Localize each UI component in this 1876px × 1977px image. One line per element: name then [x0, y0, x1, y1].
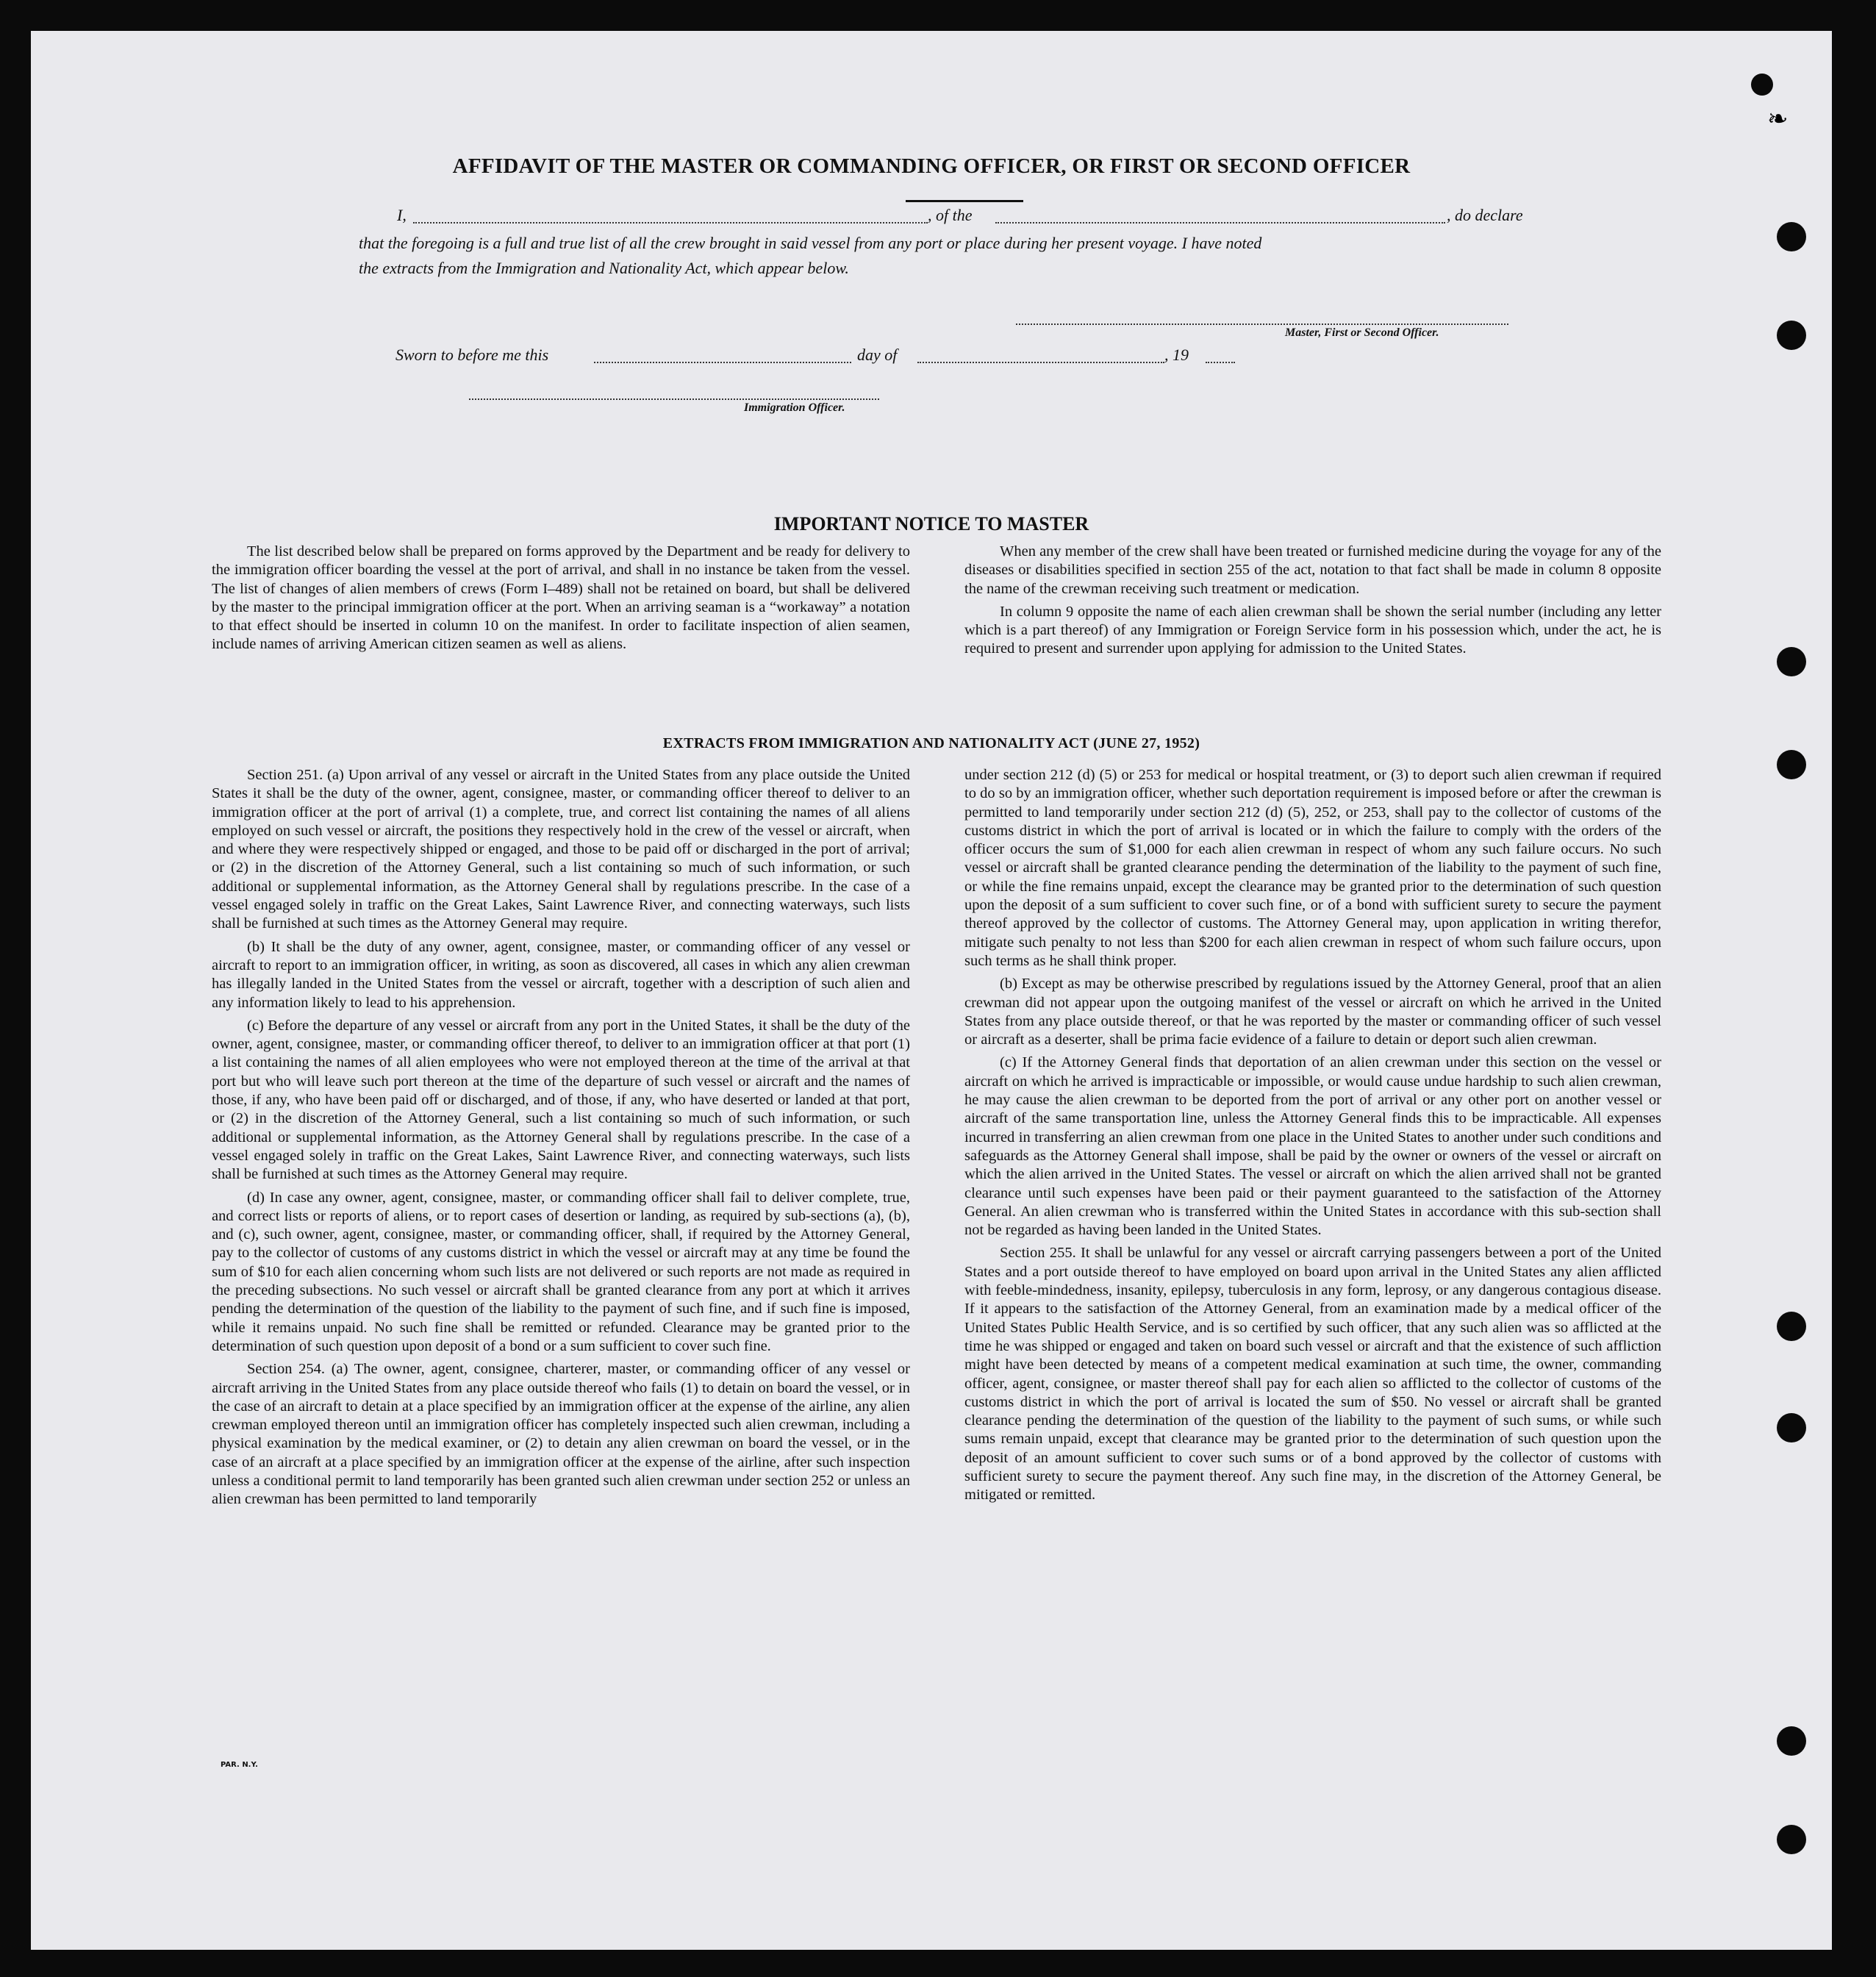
notice-left-column — [212, 543, 910, 659]
year-label: , 19 — [1164, 346, 1189, 364]
punch-hole — [1777, 647, 1806, 676]
notice-paragraph: In column 9 opposite the name of each alien crewman shall be shown the serial number (including any letter which is a part thereof) of any Immigration or Foreign Service form in his possession which, under the act, he is required to present and surrender upon applying for admission to the United States. — [964, 603, 1661, 657]
affidavit-title: AFFIDAVIT OF THE MASTER OR COMMANDING OFFICER, OR FIRST OR SECOND OFFICER — [452, 154, 1411, 178]
of-the-label: , of the — [928, 206, 973, 224]
notice-right-column — [964, 543, 1661, 663]
section-paragraph: Section 255. It shall be unlawful for any vessel or aircraft carrying passengers between a port of the United States and a port outside thereof to have employed on board upon arrival in the United States any alien afflicted with feeble-mindedness, insanity, epilepsy, tuberculosis in any form, leprosy, or any dangerous contagious disease. If it appears to the satisfaction of the Attorney General, from an examination made by a medical officer of the United States Public Health Service, and is so certified by such officer, that any such alien was so afflicted at the time he was shipped or engaged and taken on board such vessel or aircraft and that the existence of such affliction might have been detected by means of a competent medical examination at such time, the owner, commanding officer, agent, consignee, or master thereof shall pay for each alien so afflicted to the collector of customs of the customs district in which the port of arrival is located the sum of $50. No vessel or aircraft shall be granted clearance pending the determination of the question of the liability to the payment of such sums, or while such sums remain unpaid, except that clearance may be granted prior to the determination of such question upon the deposit of an amount sufficient to cover such sums or of a bond approved by the collector of customs with sufficient surety to secure the payment thereof. Any such fine may, in the discretion of the Attorney General, be mitigated or remitted. — [964, 1245, 1661, 1504]
document-page — [31, 31, 1832, 1950]
section-paragraph: (b) It shall be the duty of any owner, agent, consignee, master, or commanding officer of any vessel or aircraft to report to an immigration officer, in writing, as soon as discovered, all cases in which any alien crewman has illegally landed in the United States from the vessel or aircraft, together with a description of such alien and any information likely to lead to his apprehension. — [212, 938, 910, 1011]
extracts-right-column — [964, 766, 1661, 1509]
stain-mark: ❧ — [1767, 104, 1789, 134]
sworn-label: Sworn to before me this — [395, 346, 549, 364]
master-caption: Master, First or Second Officer. — [1285, 326, 1439, 339]
notice-paragraph: When any member of the crew shall have been treated or furnished medicine during the voyage for any of the diseases or disabilities specified in section 255 of the act, notation to that fact shall be made in column 8 opposite the name of the crewman receiving such treatment or medication. — [964, 543, 1661, 597]
title-divider — [906, 200, 1023, 202]
master-signature-line[interactable] — [1016, 323, 1508, 325]
vessel-field[interactable] — [995, 222, 1445, 224]
declaration-line-3: the extracts from the Immigration and Nationality Act, which appear below. — [359, 259, 849, 277]
extracts-left-column — [212, 766, 910, 1514]
sworn-day-field[interactable] — [594, 362, 851, 363]
printer-mark: PAR. N.Y. — [221, 1761, 258, 1769]
punch-hole — [1751, 74, 1773, 96]
notice-paragraph: The list described below shall be prepared on forms approved by the Department and be ready for delivery to the immigration officer boarding the vessel at the port of arrival, and shall in no instance be taken from the vessel. The list of changes of alien members of crews (Form I–489) shall not be retained on board, but shall be delivered by the master to the principal immigration officer at the port. When an arriving seaman is a “workaway” a notation to that effect should be inserted in column 10 on the manifest. In order to facilitate inspection of alien seamen, include names of arriving American citizen seamen as well as aliens. — [212, 543, 910, 653]
declaration-line-2: that the foregoing is a full and true list of all the crew brought in said vessel from any port or place during her present voyage. I have noted — [359, 234, 1262, 252]
section-paragraph: under section 212 (d) (5) or 253 for medical or hospital treatment, or (3) to deport such alien crewman if required to do so by an immigration officer, whether such deportation requirement is imposed before or after the crewman is permitted to land temporarily under section 212 (d) (5), 252, or 253, shall pay to the collector of customs of the customs district in which the port of arrival is located or in which the failure to comply with the orders of the officer occurs the sum of $1,000 for each alien crewman in respect of whom any such failure occurs. No such vessel or aircraft shall be granted clearance pending the determination of the liability to the payment of such fine, or while the fine remains unpaid, except the clearance may be granted prior to the determination of such question upon the deposit of a sum sufficient to cover such fine, or of a bond with sufficient surety to secure the payment thereof approved by the collector of customs. The Attorney General may, upon application in writing therefor, mitigate such penalty to not less than $200 for each alien crewman in respect of whom such failure occurs, upon such terms as he shall think proper. — [964, 767, 1661, 969]
extracts-title: EXTRACTS FROM IMMIGRATION AND NATIONALITY ACT (JUNE 27, 1952) — [662, 735, 1200, 751]
section-paragraph: Section 251. (a) Upon arrival of any vessel or aircraft in the United States from any place outside the United States it shall be the duty of the owner, agent, consignee, master, or commanding officer thereof to deliver to an immigration officer at the port of arrival (1) a complete, true, and correct list containing the names of all aliens employed on such vessel or aircraft, the positions they respectively hold in the crew of the vessel or aircraft, when and where they were respectively shipped or engaged, and those to be paid off or discharged in the port of arrival; or (2) in the discretion of the Attorney General, such a list containing so much of such information, or such additional or supplemental information, as the Attorney General shall by regulations prescribe. In the case of a vessel engaged solely in traffic on the Great Lakes, Saint Lawrence River, and connecting waterways, such lists shall be furnished at such times as the Attorney General may require. — [212, 767, 910, 932]
punch-hole — [1777, 1312, 1806, 1341]
sworn-month-field[interactable] — [917, 362, 1164, 363]
punch-hole — [1777, 1413, 1806, 1442]
notice-title: IMPORTANT NOTICE TO MASTER — [773, 513, 1089, 535]
officer-signature-line[interactable] — [469, 398, 879, 400]
section-paragraph: (d) In case any owner, agent, consignee, master, or commanding officer shall fail to deliver complete, true, and correct lists or reports of aliens, or to report cases of desertion or landing, as required by sub-sections (a), (b), and (c), such owner, agent, consignee, master, or commanding officer, shall, if required by the Attorney General, pay to the collector of customs of any customs district in which the vessel or aircraft may at any time be found the sum of $10 for each alien concerning whom such lists are not delivered or such reports are not made as required in the preceding subsections. No such vessel or aircraft shall be granted clearance from any port at which it arrives pending the determination of the question of the liability to the payment of such fine, and if such fine is imposed, while it remains unpaid. No such fine shall be remitted or refunded. Clearance may be granted prior to the determination of such question upon deposit of a bond or a sum sufficient to cover such fine. — [212, 1189, 910, 1354]
sworn-year-field[interactable] — [1206, 362, 1235, 363]
section-paragraph: Section 254. (a) The owner, agent, consignee, charterer, master, or commanding officer of any vessel or aircraft arriving in the United States from any place outside thereof who fails (1) to detain on board the vessel, or in the case of an aircraft to detain at a place specified by an immigration officer at the expense of the airline, any alien crewman employed thereon until an immigration officer has completely inspected such alien crewman, including a physical examination by the medical examiner, or (2) to detain any alien crewman on board the vessel, or in the case of an aircraft at a place specified by an immigration officer at the expense of the airline, after such inspection unless a conditional permit to land temporarily has been granted such alien crewman under section 252 or unless an alien crewman has been permitted to land temporarily — [212, 1361, 910, 1508]
punch-hole — [1777, 1726, 1806, 1756]
section-paragraph: (c) Before the departure of any vessel or aircraft from any port in the United States, it shall be the duty of the owner, agent, consignee, master, or commanding officer thereof, to deliver to an immigration officer at that port (1) a list containing the names of all alien employees who were not employed thereon at the time of the arrival at that port but who will leave such port thereon at the time of the departure of such vessel or aircraft and the names of those, if any, who have been paid off or discharged, and of those, if any, who have deserted or landed at that port, or (2) in the discretion of the Attorney General, such a list containing so much of such information, or such additional or supplemental information, as the Attorney General shall by regulations prescribe. In the case of a vessel engaged solely in traffic on the Great Lakes, Saint Lawrence River, and connecting waterways, such lists shall be furnished at such times as the Attorney General may require. — [212, 1017, 910, 1183]
officer-caption: Immigration Officer. — [744, 401, 845, 414]
punch-hole — [1777, 222, 1806, 251]
do-declare-label: , do declare — [1447, 206, 1523, 224]
name-field[interactable] — [413, 222, 928, 224]
day-of-label: day of — [857, 346, 898, 364]
punch-hole — [1777, 750, 1806, 779]
i-label: I, — [397, 206, 407, 224]
punch-hole — [1777, 1825, 1806, 1854]
section-paragraph: (c) If the Attorney General finds that deportation of an alien crewman under this section on the vessel or aircraft on which he arrived is impracticable or impossible, or would cause undue hardship to such alien crewman, he may cause the alien crewman to be deported from the port of arrival or any other port on another vessel or aircraft of the same transportation line, unless the Attorney General finds this to be impracticable. All expenses incurred in transferring an alien crewman from one place in the United States to another under such conditions and safeguards as the Attorney General shall impose, shall be paid by the owner or owners of the vessel or aircraft on which the alien arrived in the United States. The vessel or aircraft on which the alien arrived shall not be granted clearance until such expenses have been paid or their payment guaranteed to the satisfaction of the Attorney General. An alien crewman who is transferred within the United States in accordance with this sub-section shall not be regarded as having been landed in the United States. — [964, 1054, 1661, 1239]
punch-hole — [1777, 321, 1806, 350]
section-paragraph: (b) Except as may be otherwise prescribed by regulations issued by the Attorney General, proof that an alien crewman did not appear upon the outgoing manifest of the vessel or aircraft on which he arrived in the United States from any place outside thereof, or that he was reported by the master or commanding officer of such vessel or aircraft as a deserter, shall be prima facie evidence of a failure to detain or deport such alien crewman. — [964, 976, 1661, 1048]
